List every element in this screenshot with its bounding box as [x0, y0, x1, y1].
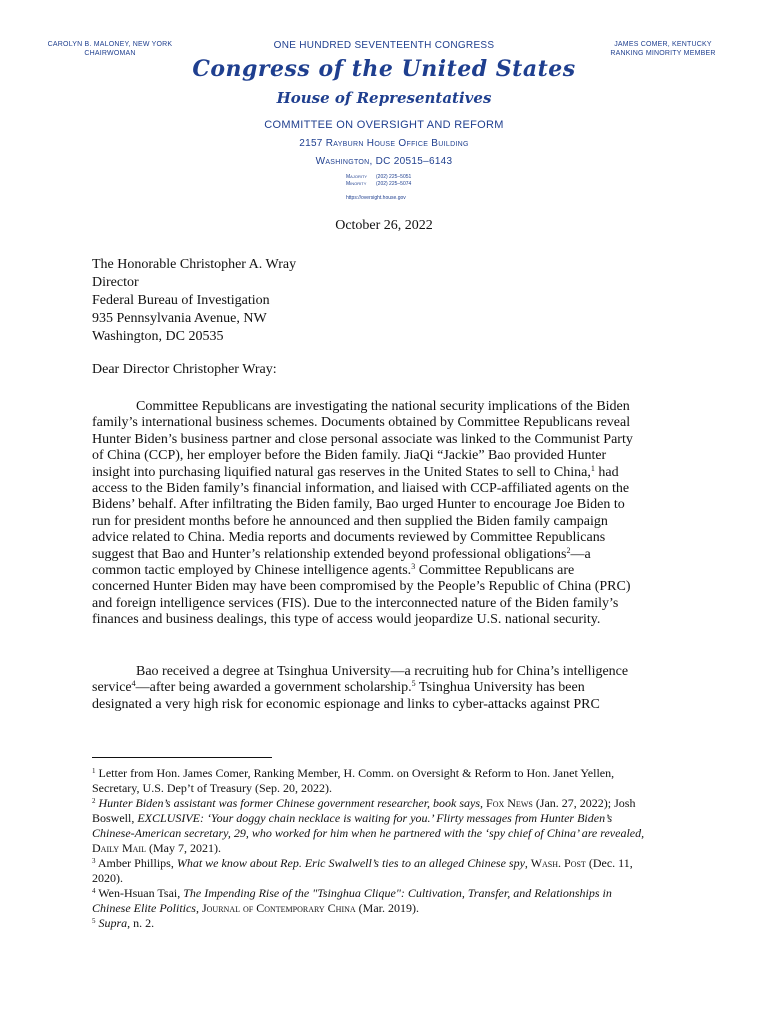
recipient-city: Washington, DC 20535: [92, 329, 224, 344]
footnote-number: 1: [92, 767, 96, 775]
ranking-member-block: [600, 40, 726, 58]
majority-phone: (202) 225–5051: [376, 174, 412, 180]
minority-label: Minority: [346, 181, 367, 187]
paragraph-2: [92, 664, 682, 713]
phone-block: [346, 174, 411, 188]
footnote-number: 2: [92, 797, 96, 805]
recipient-org: Federal Bureau of Investigation: [92, 293, 270, 308]
text-line: access to the Biden family’s financial information, and liaised with CCP-affiliated agents on the: [92, 481, 630, 497]
congress-number: ONE HUNDRED SEVENTEENTH CONGRESS: [273, 40, 495, 51]
text-line: finances and business dealings, this type of access would jeopardize U.S. national security.: [92, 612, 601, 628]
footnote-text: Letter from Hon. James Comer, Ranking Member, H. Comm. on Oversight & Reform to Hon. Janet Yellen,: [95, 766, 615, 780]
recipient-title: Director: [92, 275, 139, 290]
footnote-3-cont: 2020).: [92, 871, 123, 885]
text-line: of China (CCP), her employer before the Biden family. JiaQi “Jackie” Bao provided Hunter: [92, 448, 607, 464]
recipient-name: The Honorable Christopher A. Wray: [92, 257, 297, 272]
footnote-number: 5: [92, 917, 96, 925]
text-span: Committee Republicans are: [415, 563, 575, 579]
minority-phone: (202) 225–5074: [376, 181, 412, 187]
majority-label: Majority: [346, 174, 368, 180]
footnote-number: 4: [92, 887, 96, 895]
text-line: Committee Republicans are investigating the national security implications of the Biden: [136, 399, 630, 414]
footnote-text: , n. 2.: [127, 916, 155, 930]
address-line-2: Washington, DC 20515–6143: [315, 156, 453, 167]
footnote-ref[interactable]: 1: [590, 463, 595, 473]
footnote-title: Chinese Elite Politics,: [92, 901, 199, 915]
footnote-4-cont: [92, 901, 692, 916]
text-span: insight into purchasing liquified natural gas reserves in the United States to sell to China,: [92, 464, 591, 480]
footnote-text: Amber Phillips,: [95, 856, 177, 870]
footnote-text: (May 7, 2021).: [145, 841, 221, 855]
footnote-title: Chinese-American secretary, 29, who worked for him when he partnered with the ‘spy chief of China’ are revealed,: [92, 826, 645, 840]
footnote-2-cont: [92, 811, 692, 826]
text-line: family’s international business schemes. Documents obtained by Committee Republicans reveal: [92, 415, 631, 431]
congress-title: Congress of the United States: [192, 56, 576, 82]
footnote-1: [92, 766, 692, 781]
footnote-ref[interactable]: 4: [131, 679, 136, 689]
text-span: service: [92, 680, 132, 696]
ranking-name: JAMES COMER, KENTUCKY: [614, 41, 712, 48]
footnote-ref[interactable]: 2: [566, 545, 571, 555]
text-line: [92, 680, 682, 696]
text-line: [92, 563, 682, 579]
footnote-text: (Dec. 11,: [585, 856, 633, 870]
text-line: and foreign intelligence services (FIS). Due to the interconnected nature of the Biden family’s: [92, 595, 619, 611]
website-link[interactable]: https://oversight.house.gov: [346, 195, 406, 201]
footnote-2-cont: [92, 826, 692, 841]
footnote-ref[interactable]: 3: [411, 562, 416, 572]
text-span: —after being awarded a government scholarship.: [135, 680, 412, 696]
footnotes: [92, 766, 692, 931]
text-line: [92, 465, 682, 481]
footnote-title: EXCLUSIVE: ‘Your doggy chain necklace is waiting for you.’ Flirty messages from Hunter Biden’s: [137, 811, 613, 825]
text-line: concerned Hunter Biden may have been compromised by the People’s Republic of China (PRC): [92, 579, 631, 595]
footnote-text: Wen-Hsuan Tsai,: [95, 886, 184, 900]
text-line: Hunter Biden’s business partner and close personal associate was linked to the Communist Party: [92, 431, 633, 447]
footnote-title: Supra: [95, 916, 128, 930]
text-line: advice related to China. Media reports and documents reviewed by Committee Republicans: [92, 530, 606, 546]
text-span: suggest that Bao and Hunter’s relationship extended beyond professional obligations: [92, 546, 567, 562]
footnote-4: [92, 886, 692, 901]
text-line: Bidens’ behalf. After infiltrating the Biden family, Bao urged Hunter to encourage Joe Biden to: [92, 497, 625, 513]
address-line-1: 2157 Rayburn House Office Building: [299, 138, 469, 149]
footnote-title: The Impending Rise of the "Tsinghua Clique": Cultivation, Transfer, and Relationships in: [183, 886, 612, 900]
letter-date: October 26, 2022: [335, 218, 433, 233]
footnote-2-cont: [92, 841, 692, 856]
footnote-ref[interactable]: 5: [411, 679, 416, 689]
salutation: Dear Director Christopher Wray:: [92, 362, 277, 377]
text-span: had: [594, 464, 619, 480]
footnote-text: (Mar. 2019).: [355, 901, 419, 915]
text-line: Bao received a degree at Tsinghua University—a recruiting hub for China’s intelligence: [136, 664, 629, 679]
text-line: [92, 547, 682, 563]
footnote-text: (Jan. 27, 2022); Josh: [532, 796, 636, 810]
footnote-title: Hunter Biden’s assistant was former Chinese government researcher, book says,: [95, 796, 484, 810]
text-span: Tsinghua University has been: [415, 680, 585, 696]
footnote-2: [92, 796, 692, 811]
paragraph-1: [92, 399, 682, 629]
footnote-source: Daily Mail: [92, 841, 146, 855]
house-title: House of Representatives: [276, 89, 492, 107]
footnote-divider: [92, 757, 272, 758]
footnote-source: Journal of Contemporary China: [198, 901, 356, 915]
text-line: run for president months before he announced and then supplied the Biden family campaign: [92, 513, 608, 529]
text-span: —a: [570, 546, 591, 562]
ranking-title: RANKING MINORITY MEMBER: [610, 50, 716, 57]
committee-name: COMMITTEE ON OVERSIGHT AND REFORM: [264, 119, 504, 131]
footnote-3: [92, 856, 692, 871]
recipient-street: 935 Pennsylvania Avenue, NW: [92, 311, 267, 326]
chair-name: CAROLYN B. MALONEY, NEW YORK: [47, 41, 173, 48]
footnote-source: , Wash. Post: [524, 856, 586, 870]
footnote-text: Boswell,: [92, 811, 138, 825]
recipient-address: [92, 256, 296, 346]
footnote-1-cont: Secretary, U.S. Dep’t of Treasury (Sep. 20, 2022).: [92, 781, 332, 795]
footnote-title: What we know about Rep. Eric Swalwell’s ties to an alleged Chinese spy: [176, 856, 525, 870]
footnote-5: [92, 916, 692, 931]
footnote-number: 3: [92, 857, 96, 865]
text-line: designated a very high risk for economic espionage and links to cyber-attacks against PRC: [92, 696, 600, 712]
chair-title: CHAIRWOMAN: [84, 50, 136, 57]
text-span: common tactic employed by Chinese intelligence agents.: [92, 563, 412, 579]
footnote-source: Fox News: [483, 796, 533, 810]
